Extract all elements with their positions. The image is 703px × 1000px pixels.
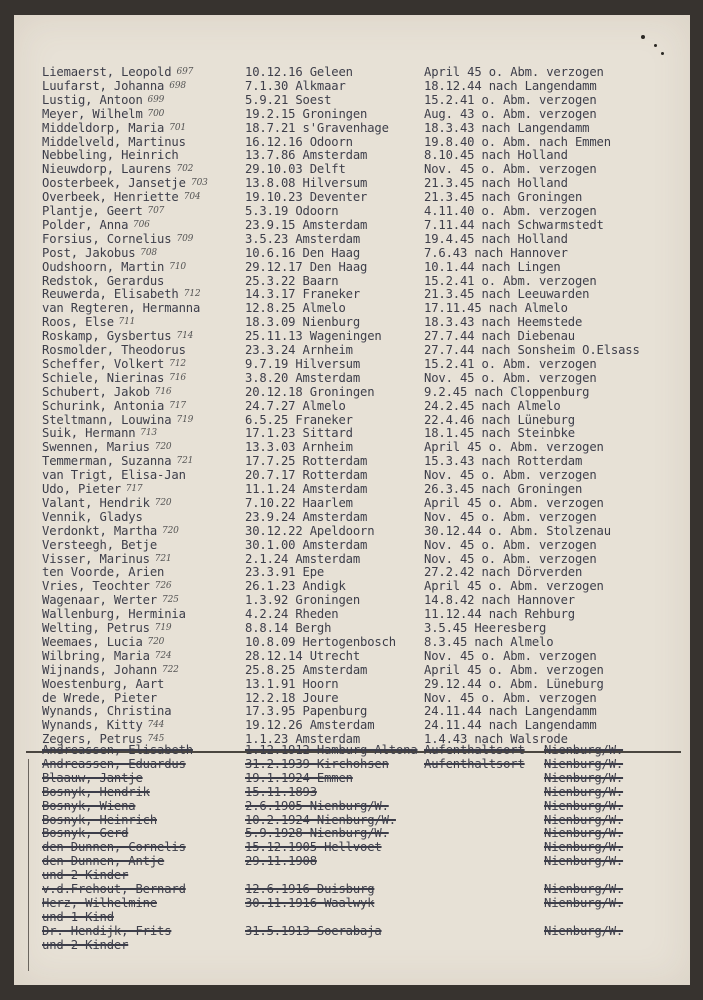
person-name: Luufarst, Johanna: [42, 78, 165, 93]
birth-date-place: 15.12.1905 Hellvoet: [245, 840, 382, 855]
departure-status: 11.12.44 nach Rehburg: [424, 607, 575, 622]
birth-date-place: 10.12.16 Geleen: [245, 65, 353, 79]
birth-date-place: 18.7.21 s'Gravenhage: [245, 120, 389, 135]
register-row: [14, 343, 690, 357]
person-name: und 2 Kinder: [42, 868, 129, 883]
birth-date-place: 15.11.1893: [245, 784, 317, 799]
handwritten-number: 710: [169, 261, 186, 272]
handwritten-number: 713: [140, 428, 157, 439]
handwritten-number: 700: [147, 108, 165, 119]
register-row: [14, 691, 690, 705]
handwritten-number: 711: [118, 317, 136, 328]
person-name: Andreassen, Eduardus: [42, 756, 186, 771]
person-name: Nieuwdorp, Laurens: [42, 162, 172, 177]
birth-date-place: 25.3.22 Baarn: [245, 273, 339, 288]
birth-date-place: 1.3.92 Groningen: [245, 593, 360, 608]
departure-status: April 45 o. Abm. verzogen: [424, 662, 604, 677]
departure-status: Aug. 43 o. Abm. verzogen: [424, 106, 597, 121]
handwritten-number: 717: [169, 400, 186, 411]
birth-date-place: 3.8.20 Amsterdam: [245, 370, 360, 385]
departure-status: Nov. 45 o. Abm. verzogen: [424, 162, 597, 177]
departure-status: 18.3.43 nach Langendamm: [424, 120, 590, 135]
register-row: [14, 524, 690, 538]
handwritten-number: 719: [176, 414, 194, 425]
handwritten-number: 720: [154, 442, 172, 453]
handwritten-number: 712: [169, 358, 186, 369]
birth-date-place: 14.3.17 Franeker: [245, 287, 360, 302]
birth-date-place: 16.12.16 Odoorn: [245, 134, 353, 149]
register-row: [14, 274, 690, 288]
person-name: Rosmolder, Theodorus: [42, 343, 186, 357]
departure-status: 21.3.45 nach Groningen: [424, 190, 583, 205]
punch-mark: [654, 44, 657, 47]
register-row: [14, 496, 690, 510]
person-name: Steltmann, Louwina: [42, 412, 172, 427]
departure-status: 8.3.45 nach Almelo: [424, 634, 554, 649]
destination: Nienburg/W.: [544, 743, 624, 757]
person-name: Wagenaar, Werter: [42, 593, 157, 608]
birth-date-place: 13.8.08 Hilversum: [245, 176, 368, 191]
departure-status: 18.3.43 nach Heemstede: [424, 315, 583, 330]
person-name: ten Voorde, Arien: [42, 565, 165, 580]
register-row: [14, 677, 690, 691]
handwritten-number: 717: [125, 484, 143, 494]
handwritten-number: 699: [147, 94, 165, 105]
birth-date-place: 12.2.18 Joure: [245, 690, 339, 705]
person-name: Zegers, Petrus: [42, 732, 143, 747]
birth-date-place: 30.11.1916 Waalwyk: [245, 895, 375, 910]
departure-status: Nov. 45 o. Abm. verzogen: [424, 370, 597, 385]
departure-status: 15.2.41 o. Abm. verzogen: [424, 356, 597, 371]
birth-date-place: 20.7.17 Rotterdam: [245, 468, 368, 483]
handwritten-number: 701: [169, 122, 186, 133]
register-row: [14, 635, 690, 649]
struck-row: [14, 785, 690, 799]
destination: Nienburg/W.: [544, 784, 624, 799]
handwritten-number: 721: [154, 553, 172, 564]
person-name: Weemaes, Lucia: [42, 634, 143, 649]
birth-date-place: 17.3.95 Papenburg: [245, 704, 368, 719]
person-name: Forsius, Cornelius: [42, 231, 172, 246]
residence-label: Aufenthaltsort: [424, 756, 525, 771]
person-name: Reuwerda, Elisabeth: [42, 287, 179, 302]
handwritten-number: 704: [183, 192, 201, 203]
person-name: Liemaerst, Leopold: [42, 65, 172, 79]
departure-status: 1.4.43 nach Walsrode: [424, 732, 568, 747]
handwritten-number: 709: [176, 233, 194, 244]
register-row: [14, 385, 690, 399]
register-row: [14, 301, 690, 315]
person-name: Oudshoorn, Martin: [42, 259, 165, 274]
departure-status: 10.1.44 nach Lingen: [424, 259, 561, 274]
handwritten-number: 716: [169, 372, 186, 383]
struck-row: [14, 882, 690, 896]
person-name: Meyer, Wilhelm: [42, 106, 143, 121]
departure-status: 7.11.44 nach Schwarmstedt: [424, 217, 604, 232]
departure-status: Nov. 45 o. Abm. verzogen: [424, 648, 597, 663]
struck-row: [14, 896, 690, 910]
destination: Nienburg/W.: [544, 826, 624, 841]
birth-date-place: 18.3.09 Nienburg: [245, 315, 360, 330]
birth-date-place: 8.8.14 Bergh: [245, 621, 332, 635]
departure-status: 15.2.41 o. Abm. verzogen: [424, 92, 597, 107]
person-name: Dr. Hendijk, Frits: [42, 923, 172, 938]
destination: Nienburg/W.: [544, 895, 624, 910]
register-row: [14, 621, 690, 635]
person-name: Bosnyk, Gerd: [42, 826, 129, 841]
person-name: Suik, Hermann: [42, 426, 136, 441]
register-row: [14, 260, 690, 274]
departure-status: 21.3.45 nach Holland: [424, 176, 568, 191]
register-row: [14, 482, 690, 496]
departure-status: 27.7.44 nach Sonsheim O.Elsass: [424, 343, 640, 357]
departure-status: April 45 o. Abm. verzogen: [424, 65, 604, 79]
handwritten-number: 720: [162, 525, 179, 536]
document-page: [14, 15, 690, 985]
register-row: [14, 148, 690, 162]
birth-date-place: 20.12.18 Groningen: [245, 384, 375, 399]
register-row: [14, 65, 690, 79]
handwritten-number: 716: [154, 386, 172, 397]
person-name: Middelveld, Martinus: [42, 134, 186, 149]
register-row: [14, 135, 690, 149]
person-name: Schiele, Nierinas: [42, 370, 165, 385]
birth-date-place: 19.2.15 Groningen: [245, 106, 368, 121]
destination: Nienburg/W.: [544, 770, 624, 785]
destination: Nienburg/W.: [544, 812, 624, 827]
departure-status: 7.6.43 nach Hannover: [424, 245, 568, 260]
departure-status: 19.4.45 nach Holland: [424, 231, 568, 246]
person-name: Wynands, Kitty: [42, 718, 143, 733]
register-row: [14, 565, 690, 579]
birth-date-place: 13.3.03 Arnheim: [245, 440, 353, 455]
departure-status: 15.3.43 nach Rotterdam: [424, 454, 583, 469]
person-name: Schurink, Antonia: [42, 398, 165, 413]
departure-status: April 45 o. Abm. verzogen: [424, 440, 604, 455]
handwritten-number: 697: [176, 67, 194, 77]
person-name: Polder, Anna: [42, 217, 129, 232]
departure-status: 14.8.42 nach Hannover: [424, 593, 575, 608]
handwritten-number: 724: [154, 650, 172, 661]
departure-status: 19.8.40 o. Abm. nach Emmen: [424, 134, 611, 149]
person-name: den Dunnen, Cornelis: [42, 840, 186, 855]
handwritten-number: 720: [147, 636, 165, 647]
person-name: Valant, Hendrik: [42, 495, 150, 510]
person-name: Scheffer, Volkert: [42, 356, 165, 371]
register-row: [14, 176, 690, 190]
birth-date-place: 17.7.25 Rotterdam: [245, 454, 368, 469]
person-name: Bosnyk, Heinrich: [42, 812, 157, 827]
register-row: [14, 552, 690, 566]
birth-date-place: 25.8.25 Amsterdam: [245, 662, 368, 677]
departure-status: 26.3.45 nach Groningen: [424, 482, 583, 496]
birth-date-place: 28.12.14 Utrecht: [245, 648, 360, 663]
departure-status: Nov. 45 o. Abm. verzogen: [424, 509, 597, 524]
person-name: Lustig, Antoon: [42, 92, 143, 107]
person-name: Andreassen, Elisabeth: [42, 743, 193, 757]
birth-date-place: 10.6.16 Den Haag: [245, 245, 360, 260]
birth-date-place: 2.1.24 Amsterdam: [245, 551, 360, 566]
person-name: van Trigt, Elisa-Jan: [42, 468, 186, 483]
person-name: den Dunnen, Antje: [42, 854, 165, 869]
register-row: [14, 413, 690, 427]
birth-date-place: 10.2.1924 Nienburg/W.: [245, 812, 396, 827]
register-row: [14, 510, 690, 524]
handwritten-number: 698: [169, 80, 186, 91]
register-row: [14, 440, 690, 454]
birth-date-place: 5.9.1928 Nienburg/W.: [245, 826, 389, 841]
destination: Nienburg/W.: [544, 756, 624, 771]
birth-date-place: 25.11.13 Wageningen: [245, 329, 382, 344]
person-name: Versteegh, Betje: [42, 537, 157, 552]
register-row: [14, 468, 690, 482]
birth-date-place: 13.1.91 Hoorn: [245, 676, 339, 691]
birth-date-place: 19.10.23 Deventer: [245, 190, 368, 205]
person-name: Bosnyk, Hendrik: [42, 784, 150, 799]
birth-date-place: 30.1.00 Amsterdam: [245, 537, 368, 552]
handwritten-number: 726: [154, 581, 172, 592]
struck-row: [14, 868, 690, 882]
handwritten-number: 712: [183, 289, 201, 300]
departure-status: 24.2.45 nach Almelo: [424, 398, 561, 413]
person-name: Herz, Wilhelmine: [42, 895, 157, 910]
person-name: Welting, Petrus: [42, 621, 150, 635]
departure-status: April 45 o. Abm. verzogen: [424, 579, 604, 594]
register-row: [14, 593, 690, 607]
birth-date-place: 9.7.19 Hilversum: [245, 356, 360, 371]
person-name: Wynands, Christina: [42, 704, 172, 719]
person-name: Woestenburg, Aart: [42, 676, 165, 691]
person-name: Vries, Teochter: [42, 579, 150, 594]
person-name: Roos, Else: [42, 315, 114, 330]
birth-date-place: 23.9.15 Amsterdam: [245, 217, 368, 232]
birth-date-place: 7.1.30 Alkmaar: [245, 78, 346, 93]
birth-date-place: 23.9.24 Amsterdam: [245, 509, 368, 524]
departure-status: 9.2.45 nach Cloppenburg: [424, 384, 590, 399]
person-name: Wilbring, Maria: [42, 648, 150, 663]
struck-row: [14, 924, 690, 938]
birth-date-place: 12.8.25 Almelo: [245, 301, 346, 316]
birth-date-place: 31.2.1939 Kirchohsen: [245, 756, 389, 771]
register-row: [14, 246, 690, 260]
register-row: [14, 718, 690, 732]
birth-date-place: 19.1.1924 Emmen: [245, 770, 353, 785]
birth-date-place: 7.10.22 Haarlem: [245, 495, 353, 510]
birth-date-place: 26.1.23 Andigk: [245, 579, 346, 594]
handwritten-number: 703: [191, 178, 208, 189]
handwritten-number: 707: [147, 206, 165, 216]
struck-row: [14, 840, 690, 854]
register-row: [14, 357, 690, 371]
register-row: [14, 121, 690, 135]
register-row: [14, 93, 690, 107]
person-name: Udo, Pieter: [42, 482, 122, 496]
departure-status: 17.11.45 nach Almelo: [424, 301, 568, 316]
birth-date-place: 11.1.24 Amsterdam: [245, 482, 368, 496]
handwritten-number: 744: [147, 720, 165, 731]
person-name: Nebbeling, Heinrich: [42, 148, 179, 163]
struck-row: [14, 743, 690, 757]
person-name: Verdonkt, Martha: [42, 523, 157, 538]
person-name: Plantje, Geert: [42, 204, 143, 218]
register-row: [14, 232, 690, 246]
departure-status: 24.11.44 nach Langendamm: [424, 718, 597, 733]
handwritten-number: 719: [154, 623, 172, 633]
handwritten-number: 721: [176, 456, 194, 467]
departure-status: 21.3.45 nach Leeuwarden: [424, 287, 590, 302]
punch-mark: [661, 52, 664, 55]
departure-status: 24.11.44 nach Langendamm: [424, 704, 597, 719]
handwritten-number: 720: [154, 497, 172, 508]
register-row: [14, 79, 690, 93]
birth-date-place: 19.12.26 Amsterdam: [245, 718, 375, 733]
destination: Nienburg/W.: [544, 840, 624, 855]
birth-date-place: 17.1.23 Sittard: [245, 426, 353, 441]
person-name: Roskamp, Gysbertus: [42, 329, 172, 344]
departure-status: Nov. 45 o. Abm. verzogen: [424, 690, 597, 705]
register-row: [14, 538, 690, 552]
departure-status: 15.2.41 o. Abm. verzogen: [424, 273, 597, 288]
register-row: [14, 287, 690, 301]
handwritten-number: 708: [140, 247, 157, 258]
birth-date-place: 5.9.21 Soest: [245, 92, 332, 107]
person-name: Wijnands, Johann: [42, 662, 157, 677]
birth-date-place: 3.5.23 Amsterdam: [245, 231, 360, 246]
birth-date-place: 30.12.22 Apeldoorn: [245, 523, 375, 538]
person-name: und 2 Kinder: [42, 937, 129, 952]
person-name: Wallenburg, Herminia: [42, 607, 186, 622]
register-row: [14, 454, 690, 468]
handwritten-number: 745: [147, 734, 165, 745]
register-row: [14, 162, 690, 176]
birth-date-place: 29.11.1908: [245, 854, 317, 869]
birth-date-place: 1.1.23 Amsterdam: [245, 732, 360, 747]
birth-date-place: 10.8.09 Hertogenbosch: [245, 634, 396, 649]
register-row: [14, 315, 690, 329]
handwritten-number: 706: [133, 219, 150, 230]
birth-date-place: 24.7.27 Almelo: [245, 398, 346, 413]
struck-row: [14, 826, 690, 840]
struck-row: [14, 910, 690, 924]
person-name: de Wrede, Pieter: [42, 690, 157, 705]
struck-row: [14, 854, 690, 868]
struck-row: [14, 757, 690, 771]
birth-date-place: 4.2.24 Rheden: [245, 607, 339, 622]
register-row: [14, 371, 690, 385]
punch-mark: [641, 35, 645, 39]
departure-status: 27.2.42 nach Dörverden: [424, 565, 583, 580]
handwritten-number: 714: [176, 331, 194, 342]
person-name: Vennik, Gladys: [42, 509, 143, 524]
birth-date-place: 2.6.1905 Nienburg/W.: [245, 798, 389, 813]
struck-row: [14, 771, 690, 785]
register-row: [14, 107, 690, 121]
birth-date-place: 23.3.91 Epe: [245, 565, 325, 580]
person-name: Schubert, Jakob: [42, 384, 150, 399]
person-name: Middeldorp, Maria: [42, 120, 165, 135]
register-row: [14, 663, 690, 677]
departure-status: 30.12.44 o. Abm. Stolzenau: [424, 523, 611, 538]
departure-status: Nov. 45 o. Abm. verzogen: [424, 551, 597, 566]
struck-row: [14, 938, 690, 952]
birth-date-place: 6.5.25 Franeker: [245, 412, 353, 427]
person-name: Overbeek, Henriette: [42, 190, 179, 205]
departure-status: Nov. 45 o. Abm. verzogen: [424, 468, 597, 483]
departure-status: 4.11.40 o. Abm. verzogen: [424, 204, 597, 218]
person-name: Temmerman, Suzanna: [42, 454, 172, 469]
register-row: [14, 190, 690, 204]
destination: Nienburg/W.: [544, 882, 624, 896]
destination: Nienburg/W.: [544, 923, 624, 938]
register-row: [14, 426, 690, 440]
register-row: [14, 579, 690, 593]
person-name: Swennen, Marius: [42, 440, 150, 455]
register-row: [14, 329, 690, 343]
departure-status: 18.12.44 nach Langendamm: [424, 78, 597, 93]
departure-status: April 45 o. Abm. verzogen: [424, 495, 604, 510]
person-name: Visser, Marinus: [42, 551, 150, 566]
handwritten-number: 722: [162, 664, 179, 675]
departure-status: 29.12.44 o. Abm. Lüneburg: [424, 676, 604, 691]
residence-label: Aufenthaltsort: [424, 743, 525, 757]
departure-status: 18.1.45 nach Steinbke: [424, 426, 575, 441]
register-row: [14, 204, 690, 218]
person-name: Oosterbeek, Jansetje: [42, 176, 186, 191]
birth-date-place: 31.5.1913 Soerabaja: [245, 923, 382, 938]
person-name: v.d.Frehout, Bernard: [42, 882, 186, 896]
departure-status: 27.7.44 nach Diebenau: [424, 329, 575, 344]
departure-status: 3.5.45 Heeresberg: [424, 621, 547, 635]
register-row: [14, 607, 690, 621]
register-row: [14, 218, 690, 232]
register-row: [14, 399, 690, 413]
struck-row: [14, 813, 690, 827]
destination: Nienburg/W.: [544, 798, 624, 813]
birth-date-place: 1.12.1912 Hamburg-Altona: [245, 743, 418, 757]
person-name: van Regteren, Hermanna: [42, 301, 201, 316]
birth-date-place: 29.10.03 Delft: [245, 162, 346, 177]
birth-date-place: 5.3.19 Odoorn: [245, 204, 339, 218]
departure-status: 8.10.45 nach Holland: [424, 148, 568, 163]
handwritten-number: 725: [162, 595, 179, 606]
handwritten-number: 702: [176, 164, 194, 175]
person-name: Post, Jakobus: [42, 245, 136, 260]
person-name: Bosnyk, Wiena: [42, 798, 136, 813]
destination: Nienburg/W.: [544, 854, 624, 869]
person-name: Redstok, Gerardus: [42, 273, 165, 288]
person-name: und 1 Kind: [42, 909, 114, 924]
birth-date-place: 23.3.24 Arnheim: [245, 343, 353, 357]
person-name: Blaauw, Jantje: [42, 770, 143, 785]
departure-status: 22.4.46 nach Lüneburg: [424, 412, 575, 427]
birth-date-place: 13.7.86 Amsterdam: [245, 148, 368, 163]
struck-row: [14, 799, 690, 813]
register-row: [14, 704, 690, 718]
birth-date-place: 29.12.17 Den Haag: [245, 259, 368, 274]
register-row: [14, 649, 690, 663]
departure-status: Nov. 45 o. Abm. verzogen: [424, 537, 597, 552]
birth-date-place: 12.6.1916 Duisburg: [245, 882, 375, 896]
